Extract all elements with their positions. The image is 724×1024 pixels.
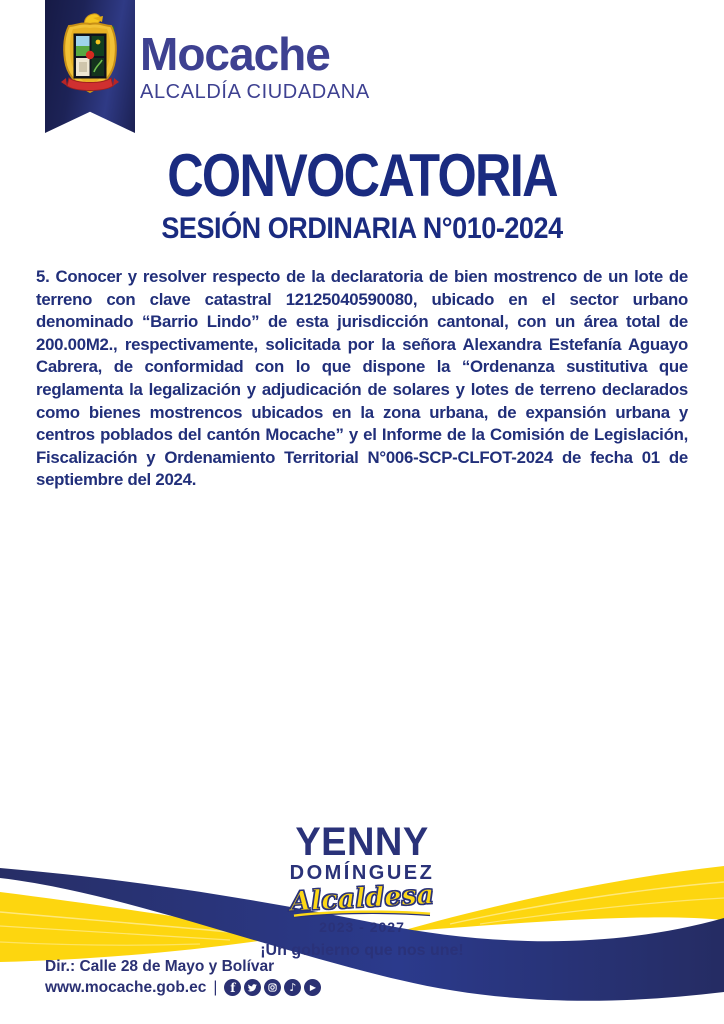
social-icons (224, 979, 321, 996)
tiktok-icon[interactable]: ♪ (284, 979, 301, 996)
slogan: ¡Un gobierno que nos une! (260, 942, 464, 959)
title-block (0, 142, 724, 246)
brand-subtitle: ALCALDÍA CIUDADANA (140, 81, 370, 104)
website-link[interactable]: www.mocache.gob.ec (45, 979, 207, 996)
instagram-icon[interactable] (264, 979, 281, 996)
contact-block (45, 956, 321, 998)
address-value: Calle 28 de Mayo y Bolívar (75, 958, 275, 975)
mayor-title-script: Alcaldesa (289, 879, 435, 918)
mocache-coat-of-arms-icon (57, 12, 123, 108)
mayor-last-name: DOMÍNGUEZ (289, 862, 435, 884)
address-line (45, 956, 321, 977)
term-years: 2023 - 2027 (319, 919, 405, 935)
brand-block (140, 30, 370, 104)
website-line (45, 977, 321, 998)
page-subtitle: SESIÓN ORDINARIA N°010-2024 (161, 212, 563, 245)
header-ribbon (45, 0, 135, 133)
address-label: Dir.: (45, 958, 76, 975)
mayor-logo-block (0, 822, 724, 960)
agenda-item-paragraph: 5. Conocer y resolver respecto de la declaratoria de bien mostrenco de un lote de terreno con clave catastral 12125040590080, ubicado en el sector urbano denominado “Barrio Lindo” de esta jurisdicción cantonal, con un área total de 200.00M2., respectivamente, solicitada por la señora Alexandra Estefanía Aguayo Cabrera, de conformidad con lo que dispone la “Ordenanza sustitutiva que reglamenta la legalización y adjudicación de solares y lotes de terreno declarados como bienes mostrencos ubicados en la zona urbana, de expansión urbana y centros poblados del cantón Mocache” y el Informe de la Comisión de Legislación, Fiscalización y Ordenamiento Territorial N°006-SCP-CLFOT-2024 de fecha 01 de septiembre del 2024. (36, 267, 688, 490)
brand-name: Mocache (140, 28, 330, 80)
mayor-first-name: YENNY (295, 820, 429, 864)
youtube-icon[interactable]: ▶ (304, 979, 321, 996)
facebook-icon[interactable]: f (224, 979, 241, 996)
page-title: CONVOCATORIA (167, 142, 557, 209)
twitter-icon[interactable] (244, 979, 261, 996)
separator: | (213, 979, 218, 996)
